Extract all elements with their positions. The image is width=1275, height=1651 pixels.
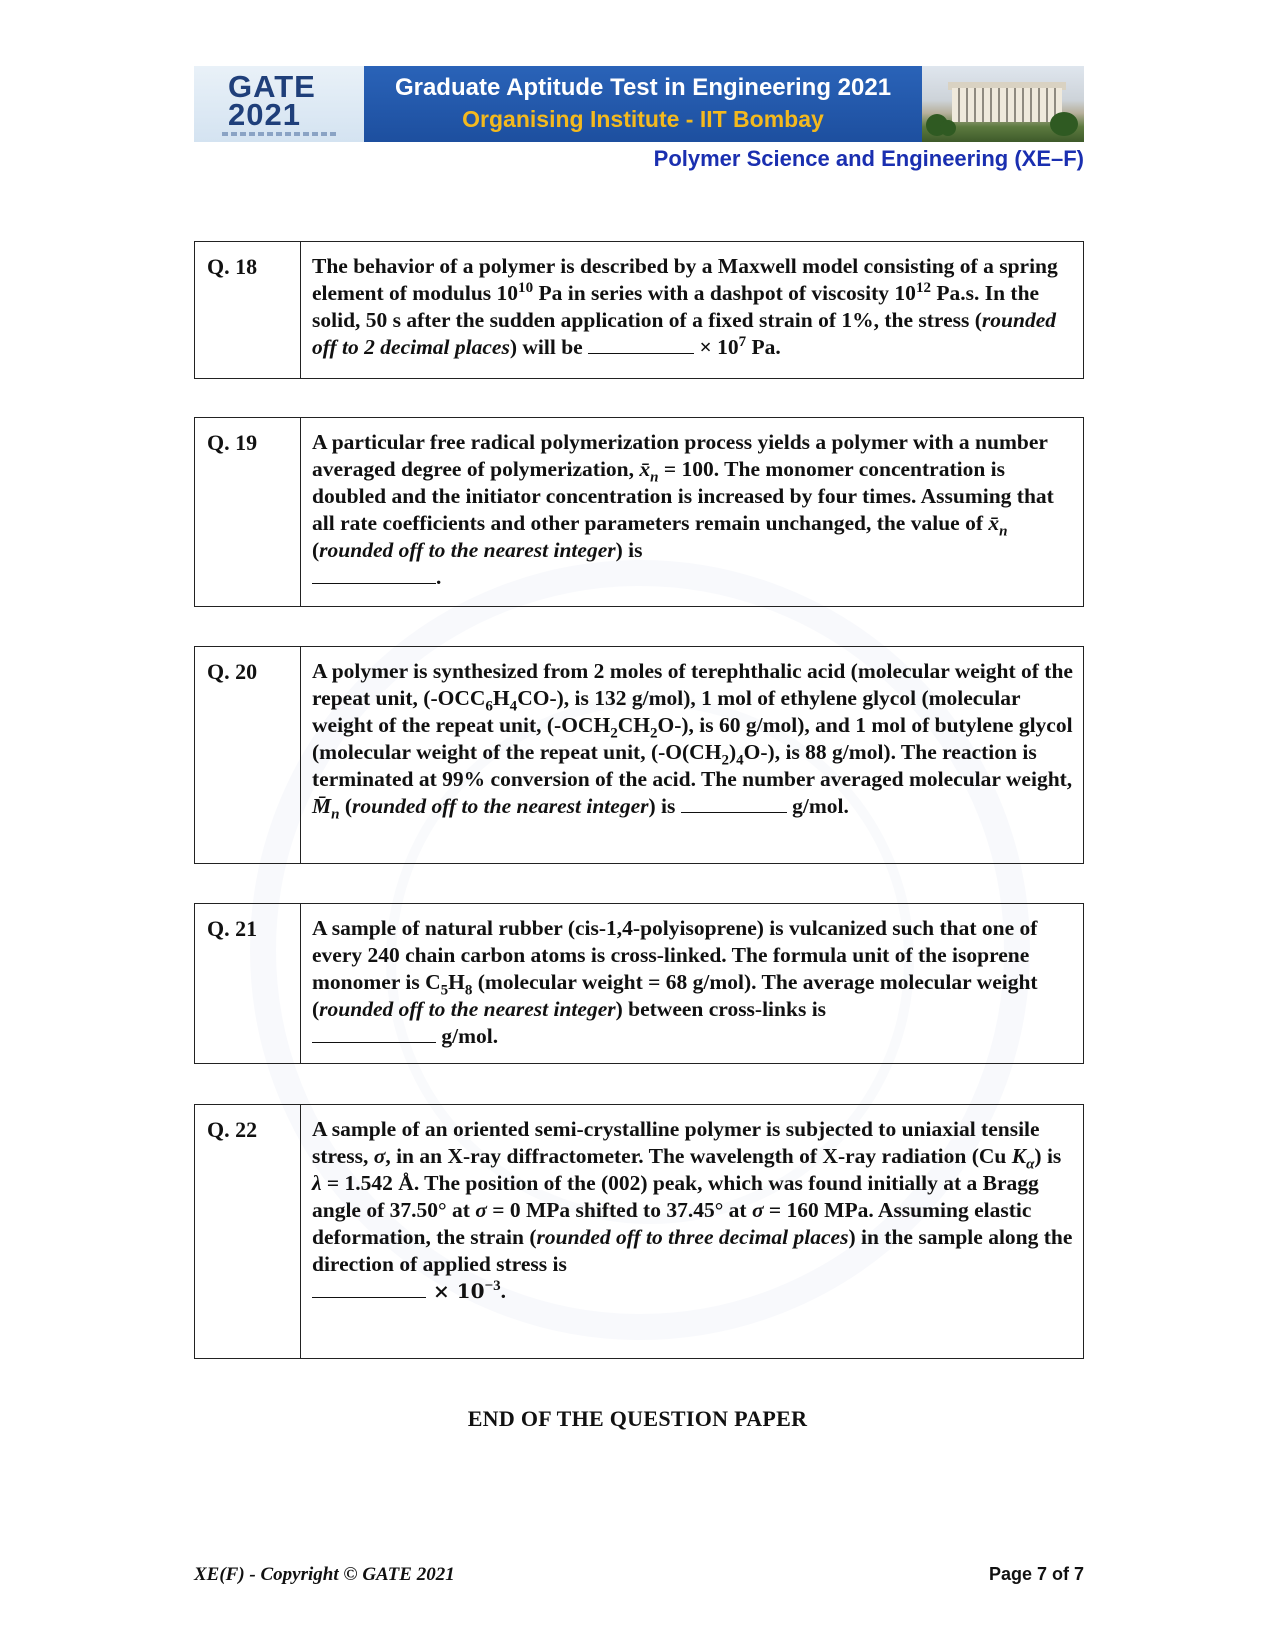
text-part: (molecular weight = 68 g/mol). The average molecular weight ( xyxy=(312,970,1038,1021)
text-part: = 1.542 Å. The position of the (002) peak, which was found initially at a Bragg angle of 37.50° at xyxy=(312,1171,1039,1222)
math-symbol: x̄ xyxy=(639,457,651,481)
text-part: H xyxy=(448,970,465,994)
building xyxy=(952,88,1062,122)
superscript: 7 xyxy=(738,333,747,350)
question-text xyxy=(301,418,1083,606)
tree xyxy=(1050,112,1078,136)
question-text xyxy=(301,647,1083,863)
subscript: 2 xyxy=(721,752,729,769)
text-part: O-), is 60 g/mol), and 1 mol of butylene glycol (molecular weight of the repeat unit, (-O(CH xyxy=(312,713,1073,764)
text-part: CO-), is 132 g/mol), 1 mol of ethylene glycol (molecular weight of the repeat unit, (-OCH xyxy=(312,686,1021,737)
italic-text: rounded off to the nearest integer xyxy=(319,538,616,562)
tree xyxy=(940,120,956,136)
text-part: H xyxy=(492,686,510,710)
subscript: 6 xyxy=(485,698,493,715)
subscript: α xyxy=(1026,1156,1035,1173)
text-part: × 10 xyxy=(426,1279,485,1303)
subscript: 4 xyxy=(736,752,744,769)
superscript: 10 xyxy=(518,279,534,296)
question-number: Q. 18 xyxy=(195,242,301,378)
subject-title: Polymer Science and Engineering (XE–F) xyxy=(653,146,1084,171)
text-part: = 160 MPa. Assuming elastic deformation, the strain ( xyxy=(312,1198,1032,1249)
italic-text: rounded off to three decimal places xyxy=(536,1225,849,1249)
text-part: × 10 xyxy=(694,335,739,359)
header-banner xyxy=(194,66,1084,142)
question-19-box xyxy=(194,417,1084,607)
subscript: n xyxy=(650,469,659,486)
text-part: CH xyxy=(617,713,650,737)
text-part: = 100. The monomer concentration is doubled and the initiator concentration is increased by four times. Assuming that all rate coefficients and other parameters remain unchanged, the value of xyxy=(312,457,1054,535)
superscript: 12 xyxy=(915,279,931,296)
footer-copyright: XE(F) - Copyright © GATE 2021 xyxy=(194,1564,455,1585)
answer-blank xyxy=(681,812,787,813)
title-block xyxy=(364,66,922,142)
question-21-box xyxy=(194,903,1084,1064)
logo-gate-text: GATE xyxy=(228,69,316,104)
subscript: 5 xyxy=(440,982,449,999)
logo-year-text: 2021 xyxy=(228,97,301,132)
subscript: n xyxy=(999,523,1008,540)
text-part: ) will be xyxy=(509,335,589,359)
question-text xyxy=(301,904,1083,1063)
superscript: −3 xyxy=(484,1277,501,1294)
answer-blank xyxy=(312,583,436,584)
math-symbol: σ xyxy=(475,1198,487,1222)
answer-blank xyxy=(312,1297,426,1298)
italic-text: rounded off to 2 decimal places xyxy=(312,308,1056,359)
text-part: ( xyxy=(312,538,320,562)
subscript: 4 xyxy=(509,698,518,715)
italic-text: rounded off to the nearest integer xyxy=(319,997,616,1021)
text-part: ) xyxy=(728,740,737,764)
institute-photo xyxy=(922,66,1084,142)
text-part: = 0 MPa shifted to 37.45° at xyxy=(486,1198,752,1222)
text-part: ) is xyxy=(1034,1144,1062,1168)
text-part: Pa. xyxy=(746,335,781,359)
text-part: A sample of an oriented semi-crystalline polymer is subjected to uniaxial tensile stress, xyxy=(312,1117,1040,1168)
math-symbol: λ xyxy=(312,1171,322,1195)
text-part: A particular free radical polymerization process yields a polymer with a number averaged degree of polymerization, xyxy=(312,430,1048,481)
question-number: Q. 19 xyxy=(195,418,301,606)
logo-strip xyxy=(222,132,338,136)
math-symbol: M̄ xyxy=(312,794,332,818)
text-part: Pa.s. In the solid, 50 s after the sudden application of a fixed strain of 1%, the stress ( xyxy=(312,281,1040,332)
math-symbol: σ xyxy=(751,1198,764,1222)
math-symbol: σ xyxy=(373,1144,386,1168)
question-number: Q. 21 xyxy=(195,904,301,1063)
gate-logo xyxy=(194,66,364,142)
text-part: ) in the sample along the direction of applied stress is xyxy=(312,1225,1073,1276)
question-20-box xyxy=(194,646,1084,864)
organising-institute: Organising Institute - IIT Bombay xyxy=(462,106,824,132)
math-symbol: x̄ xyxy=(988,511,1000,535)
text-part: A polymer is synthesized from 2 moles of terephthalic acid (molecular weight of the repeat unit, (-OCC xyxy=(312,659,1073,710)
text-part: g/mol. xyxy=(786,794,849,818)
italic-text: rounded off to the nearest integer xyxy=(352,794,649,818)
text-part: ( xyxy=(339,794,353,818)
question-18-box xyxy=(194,241,1084,379)
question-22-box xyxy=(194,1104,1084,1359)
math-symbol: K xyxy=(1011,1144,1027,1168)
text-part: g/mol. xyxy=(436,1024,499,1048)
text-part: Pa in series with a dashpot of viscosity 10 xyxy=(533,281,916,305)
text-part: The behavior of a polymer is described by a Maxwell model consisting of a spring element of modulus 10 xyxy=(312,254,1058,305)
answer-blank xyxy=(312,1042,436,1043)
text-part: . xyxy=(500,1279,506,1303)
text-part: ) is xyxy=(615,538,643,562)
text-part: O-), is 88 g/mol). The reaction is terminated at 99% conversion of the acid. The number averaged molecular weight, xyxy=(312,740,1073,791)
subscript: 8 xyxy=(464,982,473,999)
question-number: Q. 22 xyxy=(195,1105,301,1358)
question-text xyxy=(301,1105,1083,1358)
text-part: . xyxy=(436,565,442,589)
question-number: Q. 20 xyxy=(195,647,301,863)
exam-title: Graduate Aptitude Test in Engineering 2021 xyxy=(394,74,892,101)
text-part: ) is xyxy=(648,794,681,818)
text-part: A sample of natural rubber (cis-1,4-polyisoprene) is vulcanized such that one of every 240 chain carbon atoms is cross-linked. The formula unit of the isoprene monomer is C xyxy=(312,916,1038,994)
subscript: 2 xyxy=(610,725,618,742)
subscript: n xyxy=(331,806,340,823)
end-of-paper: END OF THE QUESTION PAPER xyxy=(467,1406,808,1431)
page-number: Page 7 of 7 xyxy=(988,1564,1084,1584)
subscript: 2 xyxy=(649,725,658,742)
answer-blank xyxy=(588,353,694,354)
text-part: ) between cross-links is xyxy=(615,997,827,1021)
question-text xyxy=(301,242,1083,378)
text-part: , in an X-ray diffractometer. The wavelength of X-ray radiation (Cu xyxy=(385,1144,1012,1168)
